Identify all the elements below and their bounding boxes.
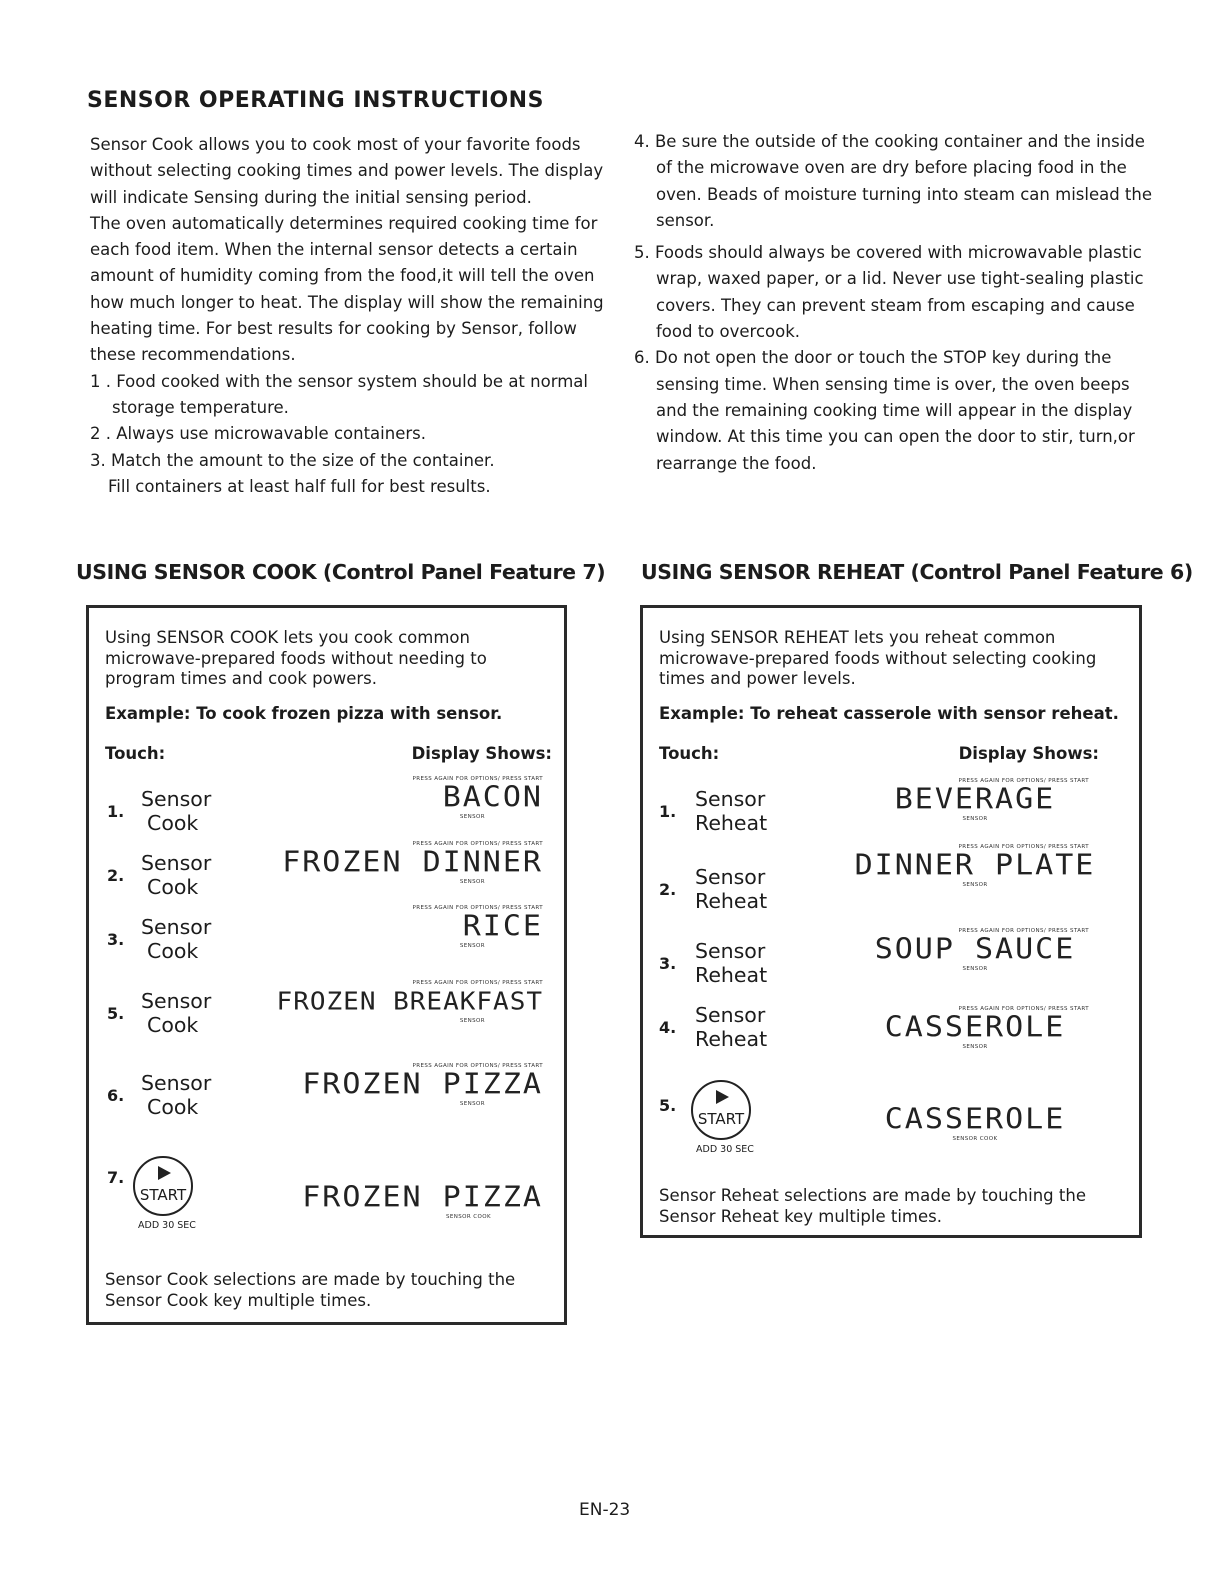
lcd-top-text: PRESS AGAIN FOR OPTIONS/ PRESS START: [958, 778, 1089, 784]
lcd-main-text: CASSEROLE: [884, 1102, 1066, 1137]
step-number: 1.: [107, 802, 125, 821]
sensor-cook-heading: USING SENSOR COOK (Control Panel Feature 7): [76, 560, 606, 584]
paragraph: Sensor Cook allows you to cook most of your favorite foods without selecting cooking times and power levels. The display will indicate Sensing during the initial sensing period.: [90, 135, 604, 207]
lcd-display: [843, 1104, 1107, 1142]
step-number: 5.: [107, 1004, 125, 1023]
add-30-sec-label: ADD 30 SEC: [138, 1220, 196, 1231]
lcd-display: [843, 928, 1107, 972]
play-icon: [158, 1166, 171, 1180]
step-key-line1: Sensor: [695, 939, 766, 963]
step-key-line1: Sensor: [695, 1003, 766, 1027]
paragraph: The oven automatically determines required cooking time for each food item. When the internal sensor detects a certain amount of humidity coming from the food,it will tell the oven how much longer to heat. The display will show the remaining heating time. For best results for cooking by Sensor, follow these recommendations.: [90, 213, 604, 365]
start-button-illustration: [691, 1080, 754, 1155]
step-key-line1: Sensor: [141, 851, 212, 875]
step-key-line2: Cook: [147, 1012, 199, 1037]
sensor-reheat-heading: USING SENSOR REHEAT (Control Panel Feature 6): [641, 560, 1193, 584]
lcd-top-text: PRESS AGAIN FOR OPTIONS/ PRESS START: [958, 1006, 1089, 1012]
start-button-illustration: [133, 1156, 196, 1231]
step-key-line2: Reheat: [695, 1026, 768, 1051]
list-item: 4. Be sure the outside of the cooking container and the inside of the microwave oven are dry before placing food in the oven. Beads of moisture turning into steam can mislead the sensor.: [634, 132, 1153, 230]
lcd-top-text: PRESS AGAIN FOR OPTIONS/ PRESS START: [412, 841, 543, 847]
lcd-display: [843, 1006, 1107, 1050]
step-key-line2: Cook: [147, 874, 199, 899]
lcd-top-text: PRESS AGAIN FOR OPTIONS/ PRESS START: [412, 905, 543, 911]
sensor-reheat-step: [659, 866, 779, 920]
sensor-cook-step: [107, 852, 227, 906]
sensor-cook-step: [107, 788, 227, 842]
step-key-line2: Cook: [147, 1094, 199, 1119]
sensor-reheat-closing: Sensor Reheat selections are made by touching the Sensor Reheat key multiple times.: [659, 1186, 1086, 1226]
start-label: START: [139, 1186, 187, 1204]
touch-label: Touch:: [659, 744, 720, 763]
lcd-main-text: SOUP SAUCE: [874, 932, 1076, 967]
lcd-top-text: PRESS AGAIN FOR OPTIONS/ PRESS START: [412, 776, 543, 782]
sensor-reheat-intro: Using SENSOR REHEAT lets you reheat common microwave-prepared foods without selecting cooking times and power levels.: [659, 628, 1097, 688]
lcd-main-text: BEVERAGE: [894, 782, 1056, 817]
start-button: [691, 1080, 751, 1140]
list-item: 1 . Food cooked with the sensor system should be at normal storage temperature.: [90, 371, 588, 417]
list-item: 3. Match the amount to the size of the container.: [90, 450, 495, 470]
lcd-top-text: PRESS AGAIN FOR OPTIONS/ PRESS START: [412, 1063, 543, 1069]
lcd-bottom-text: SENSOR: [962, 816, 988, 822]
add-30-sec-label: ADD 30 SEC: [696, 1144, 754, 1155]
lcd-bottom-text: SENSOR: [962, 966, 988, 972]
sensor-reheat-example: Example: To reheat casserole with sensor reheat.: [659, 704, 1119, 723]
lcd-main-text: RICE: [462, 909, 543, 944]
lcd-bottom-text: SENSOR: [459, 879, 485, 885]
display-label: Display Shows:: [958, 744, 1099, 763]
step-number: 5.: [659, 1096, 677, 1115]
step-key-line1: Sensor: [141, 915, 212, 939]
step-key-line2: Cook: [147, 938, 199, 963]
sensor-cook-example: Example: To cook frozen pizza with sensor.: [105, 704, 503, 723]
sensor-cook-step: [107, 1168, 127, 1222]
step-key-line2: Cook: [147, 810, 199, 835]
lcd-main-text: FROZEN DINNER: [282, 845, 543, 880]
lcd-bottom-text: SENSOR: [459, 1018, 485, 1024]
lcd-main-text: FROZEN PIZZA: [302, 1180, 543, 1215]
step-key-line1: Sensor: [141, 787, 212, 811]
start-label: START: [697, 1110, 745, 1128]
sensor-reheat-step: [659, 1096, 679, 1150]
instructions-left-column: [90, 132, 610, 500]
lcd-display: [843, 844, 1107, 888]
lcd-display: [229, 980, 543, 1024]
list-item-continuation: Fill containers at least half full for best results.: [108, 476, 491, 496]
page-title: SENSOR OPERATING INSTRUCTIONS: [87, 88, 544, 113]
lcd-top-text: PRESS AGAIN FOR OPTIONS/ PRESS START: [412, 980, 543, 986]
sensor-reheat-panel: [640, 605, 1142, 1238]
step-number: 3.: [107, 930, 125, 949]
lcd-bottom-text: SENSOR COOK: [446, 1214, 491, 1220]
step-key-line1: Sensor: [695, 787, 766, 811]
step-number: 4.: [659, 1018, 677, 1037]
lcd-main-text: FROZEN BREAKFAST: [276, 987, 543, 1017]
lcd-bottom-text: SENSOR COOK: [952, 1136, 998, 1142]
step-key-line2: Reheat: [695, 962, 768, 987]
lcd-bottom-text: SENSOR: [459, 943, 485, 949]
sensor-reheat-table-header: [659, 744, 1099, 763]
list-item: 5. Foods should always be covered with microwavable plastic wrap, waxed paper, or a lid. Never use tight-sealing plastic covers. They can prevent steam from escaping and cause food to overcook.: [634, 243, 1144, 342]
lcd-display: [279, 776, 543, 820]
lcd-bottom-text: SENSOR: [459, 814, 485, 820]
lcd-main-text: DINNER PLATE: [854, 848, 1096, 883]
sensor-cook-panel: [86, 605, 567, 1325]
lcd-main-text: FROZEN PIZZA: [302, 1067, 543, 1102]
play-icon: [716, 1090, 729, 1104]
step-key-line1: Sensor: [695, 865, 766, 889]
lcd-bottom-text: SENSOR: [962, 882, 988, 888]
lcd-display: [843, 778, 1107, 822]
page-number: EN-23: [579, 1500, 631, 1520]
instructions-right-column: [634, 129, 1154, 477]
step-number: 6.: [107, 1086, 125, 1105]
step-key-line2: Reheat: [695, 888, 768, 913]
lcd-display: [279, 1182, 543, 1220]
list-item: 6. Do not open the door or touch the STOP key during the sensing time. When sensing time is over, the oven beeps and the remaining cooking time will appear in the display window. At this time you can open the door to stir, turn,or rearrange the food.: [634, 348, 1135, 473]
sensor-cook-table-header: [105, 744, 552, 763]
touch-label: Touch:: [105, 744, 166, 763]
lcd-top-text: PRESS AGAIN FOR OPTIONS/ PRESS START: [958, 928, 1089, 934]
lcd-main-text: BACON: [442, 780, 543, 815]
start-button: [133, 1156, 193, 1216]
sensor-reheat-step: [659, 940, 779, 994]
step-number: 3.: [659, 954, 677, 973]
step-key-line1: Sensor: [141, 989, 212, 1013]
lcd-display: [279, 1063, 543, 1107]
sensor-reheat-step: [659, 1004, 779, 1058]
step-number: 2.: [659, 880, 677, 899]
lcd-bottom-text: SENSOR: [459, 1101, 485, 1107]
lcd-top-text: PRESS AGAIN FOR OPTIONS/ PRESS START: [958, 844, 1089, 850]
sensor-cook-step: [107, 990, 227, 1044]
lcd-display: [279, 841, 543, 885]
step-number: 7.: [107, 1168, 125, 1187]
list-item: 2 . Always use microwavable containers.: [90, 424, 426, 444]
sensor-cook-intro: Using SENSOR COOK lets you cook common microwave-prepared foods without needing to program times and cook powers.: [105, 628, 487, 688]
step-key-line2: Reheat: [695, 810, 768, 835]
display-label: Display Shows:: [411, 744, 552, 763]
sensor-cook-step: [107, 1072, 227, 1126]
lcd-display: [279, 905, 543, 949]
lcd-main-text: CASSEROLE: [884, 1010, 1066, 1045]
sensor-cook-step: [107, 916, 227, 970]
sensor-cook-closing: Sensor Cook selections are made by touching the Sensor Cook key multiple times.: [105, 1270, 516, 1310]
sensor-reheat-step: [659, 788, 779, 842]
step-number: 1.: [659, 802, 677, 821]
step-number: 2.: [107, 866, 125, 885]
lcd-bottom-text: SENSOR: [962, 1044, 988, 1050]
step-key-line1: Sensor: [141, 1071, 212, 1095]
